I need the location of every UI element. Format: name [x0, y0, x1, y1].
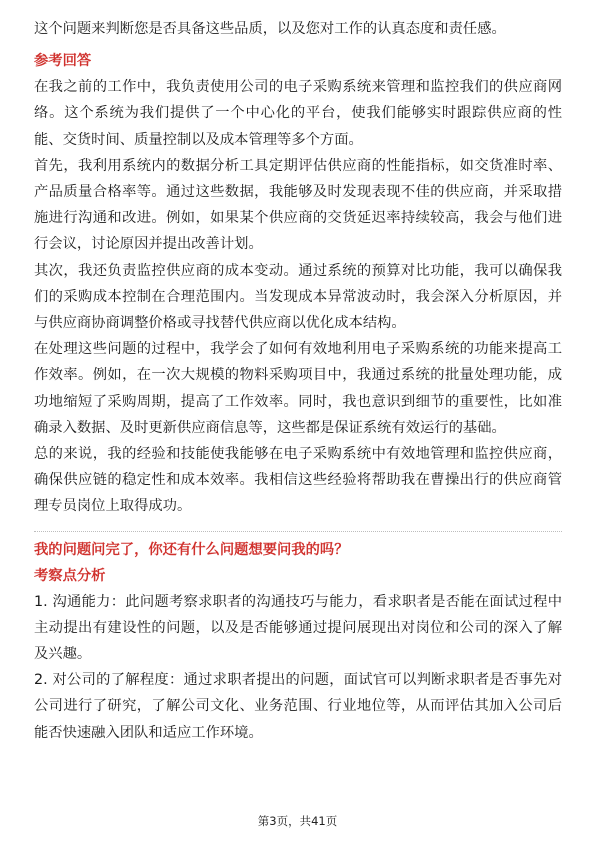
- analysis-heading: 考察点分析: [34, 567, 106, 584]
- section-divider: [34, 531, 562, 532]
- answer-paragraph: 在我之前的工作中，我负责使用公司的电子采购系统来管理和监控我们的供应商网络。这个系统为我们提供了一个中心化的平台，使我们能够实时跟踪供应商的性能、交货时间、质量控制以及成本管理等多个方面。: [34, 79, 562, 148]
- answer-heading: 参考回答: [34, 53, 92, 70]
- question-heading: 我的问题问完了，你还有什么问题想要问我的吗？: [34, 541, 349, 558]
- answer-paragraph: 在处理这些问题的过程中，我学会了如何有效地利用电子采购系统的功能来提高工作效率。例如，在一次大规模的物料采购项目中，我通过系统的批量处理功能，成功地缩短了采购周期，提高了工作效率。同时，我也意识到细节的重要性，比如准确录入数据、及时更新供应商信息等，这些都是保证系统有效运行的基础。: [34, 341, 562, 436]
- page-number: 第3页，共41页: [257, 814, 338, 828]
- analysis-point: 1. 沟通能力：此问题考察求职者的沟通技巧与能力，看求职者是否能在面试过程中主动提出有建设性的问题，以及是否能够通过提问展现出对岗位和公司的深入了解及兴趣。: [34, 593, 562, 663]
- answer-paragraph: 其次，我还负责监控供应商的成本变动。通过系统的预算对比功能，我可以确保我们的采购成本控制在合理范围内。当发现成本异常波动时，我会深入分析原因，并与供应商协商调整价格或寻找替代供应商以优化成本结构。: [34, 262, 562, 332]
- analysis-point: 2. 对公司的了解程度：通过求职者提出的问题，面试官可以判断求职者是否事先对公司进行了研究，了解公司文化、业务范围、行业地位等，从而评估其加入公司后能否快速融入团队和适应工作环境。: [34, 672, 562, 741]
- document-page: [34, 16, 562, 746]
- answer-paragraph: 首先，我利用系统内的数据分析工具定期评估供应商的性能指标，如交货准时率、产品质量合格率等。通过这些数据，我能够及时发现表现不佳的供应商，并采取措施进行沟通和改进。例如，如果某个供应商的交货延迟率持续较高，我会与他们进行会议，讨论原因并提出改善计划。: [34, 157, 562, 253]
- answer-paragraph: 总的来说，我的经验和技能使我能够在电子采购系统中有效地管理和监控供应商，确保供应链的稳定性和成本效率。我相信这些经验将帮助我在曹操出行的供应商管理专员岗位上取得成功。: [34, 446, 562, 515]
- intro-text: 这个问题来判断您是否具备这些品质，以及您对工作的认真态度和责任感。: [34, 21, 506, 37]
